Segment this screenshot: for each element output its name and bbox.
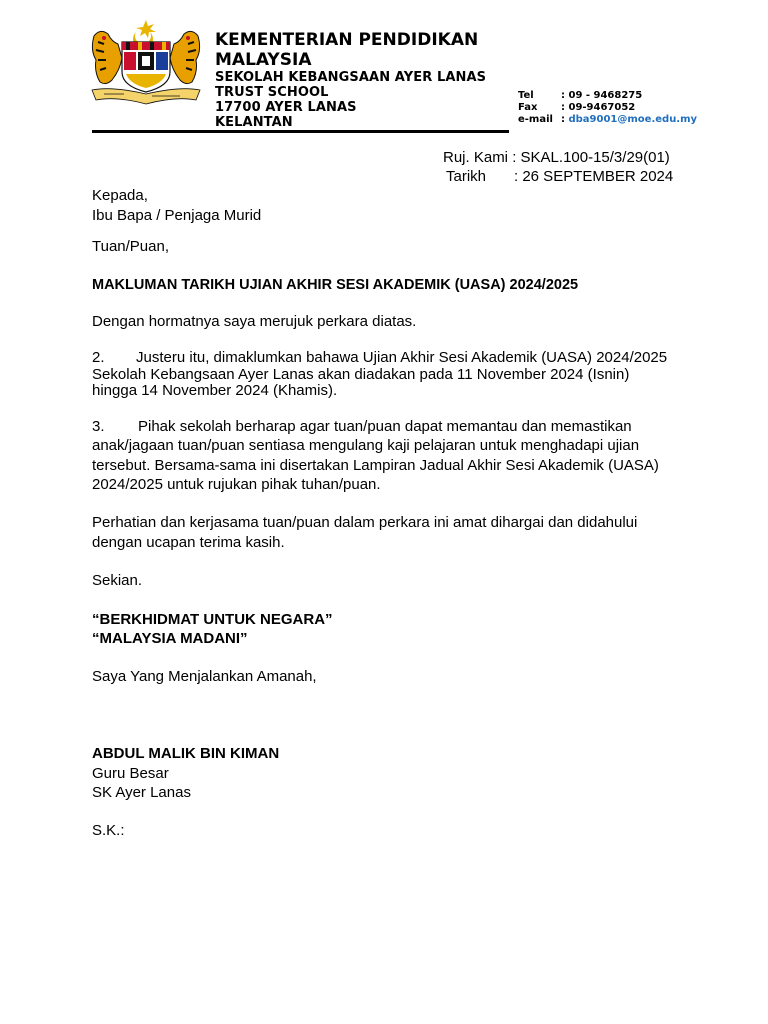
signoff: Saya Yang Menjalankan Amanah,	[92, 668, 317, 685]
paragraph-4-line-2: dengan ucapan terima kasih.	[92, 534, 285, 551]
contact-email	[518, 114, 697, 126]
recipient-line-2: Ibu Bapa / Penjaga Murid	[92, 207, 262, 224]
email-link[interactable]: dba9001@moe.edu.my	[568, 114, 698, 125]
cc-label: S.K.:	[92, 822, 125, 839]
motto-1: “BERKHIDMAT UNTUK NEGARA”	[92, 611, 333, 628]
school-address-block	[215, 70, 486, 130]
ministry-name	[215, 30, 478, 70]
signatory-title: Guru Besar	[92, 765, 169, 782]
subject-heading: MAKLUMAN TARIKH UJIAN AKHIR SESI AKADEMIK (UASA) 2024/2025	[92, 277, 579, 293]
email-separator: :	[561, 114, 565, 125]
paragraph-3-line-4: 2024/2025 untuk rujukan pihak tuhan/puan.	[92, 476, 381, 493]
paragraph-3-line-3: tersebut. Bersama-sama ini disertakan Lampiran Jadual Akhir Sesi Akademik (UASA)	[92, 457, 659, 474]
tarikh-label: Tarikh	[446, 168, 487, 185]
school-name-line-2: TRUST SCHOOL	[215, 85, 329, 100]
intro-paragraph: Dengan hormatnya saya merujuk perkara diatas.	[92, 313, 417, 330]
signatory-school: SK Ayer Lanas	[92, 784, 191, 801]
email-label: e-mail	[518, 114, 553, 125]
tarikh-value: : 26 SEPTEMBER 2024	[514, 168, 674, 185]
motto-2: “MALAYSIA MADANI”	[92, 630, 248, 647]
ministry-line-2: MALAYSIA	[215, 50, 312, 70]
fax-value: : 09-9467052	[561, 102, 636, 113]
contact-fax	[518, 102, 635, 114]
header-divider	[92, 130, 509, 133]
fax-label: Fax	[518, 102, 538, 113]
paragraph-2-number: 2.	[92, 349, 105, 366]
ruj-value: : SKAL.100-15/3/29(01)	[512, 149, 670, 166]
paragraph-3-number: 3.	[92, 418, 105, 435]
tel-value: : 09 - 9468275	[561, 90, 643, 101]
ruj-label: Ruj. Kami	[443, 149, 509, 166]
ministry-line-1: KEMENTERIAN PENDIDIKAN	[215, 30, 479, 50]
coat-of-arms-logo	[90, 18, 202, 108]
paragraph-3-line-1	[92, 417, 632, 436]
paragraph-2-line-3: hingga 14 November 2024 (Khamis).	[92, 382, 338, 399]
reference-date	[446, 167, 673, 186]
signatory-name: ABDUL MALIK BIN KIMAN	[92, 745, 280, 762]
paragraph-3-text-1: Pihak sekolah berharap agar tuan/puan dapat memantau dan memastikan	[138, 418, 632, 435]
closing-text: Sekian.	[92, 572, 143, 589]
tel-label: Tel	[518, 90, 534, 101]
paragraph-3-line-2: anak/jagaan tuan/puan sentiasa mengulang kaji pelajaran untuk menghadapi ujian	[92, 437, 640, 454]
contact-tel	[518, 90, 642, 102]
address-line-2: KELANTAN	[215, 115, 293, 130]
paragraph-2-line-2: Sekolah Kebangsaan Ayer Lanas akan diadakan pada 11 November 2024 (Isnin)	[92, 366, 630, 383]
reference-number	[443, 148, 670, 167]
paragraph-2-text-1: Justeru itu, dimaklumkan bahawa Ujian Akhir Sesi Akademik (UASA) 2024/2025	[136, 349, 668, 366]
paragraph-4-line-1: Perhatian dan kerjasama tuan/puan dalam perkara ini amat dihargai dan didahului	[92, 514, 638, 531]
salutation: Tuan/Puan,	[92, 238, 169, 255]
recipient-line-1: Kepada,	[92, 187, 148, 204]
address-line-1: 17700 AYER LANAS	[215, 100, 357, 115]
school-name-line-1: SEKOLAH KEBANGSAAN AYER LANAS	[215, 70, 487, 85]
